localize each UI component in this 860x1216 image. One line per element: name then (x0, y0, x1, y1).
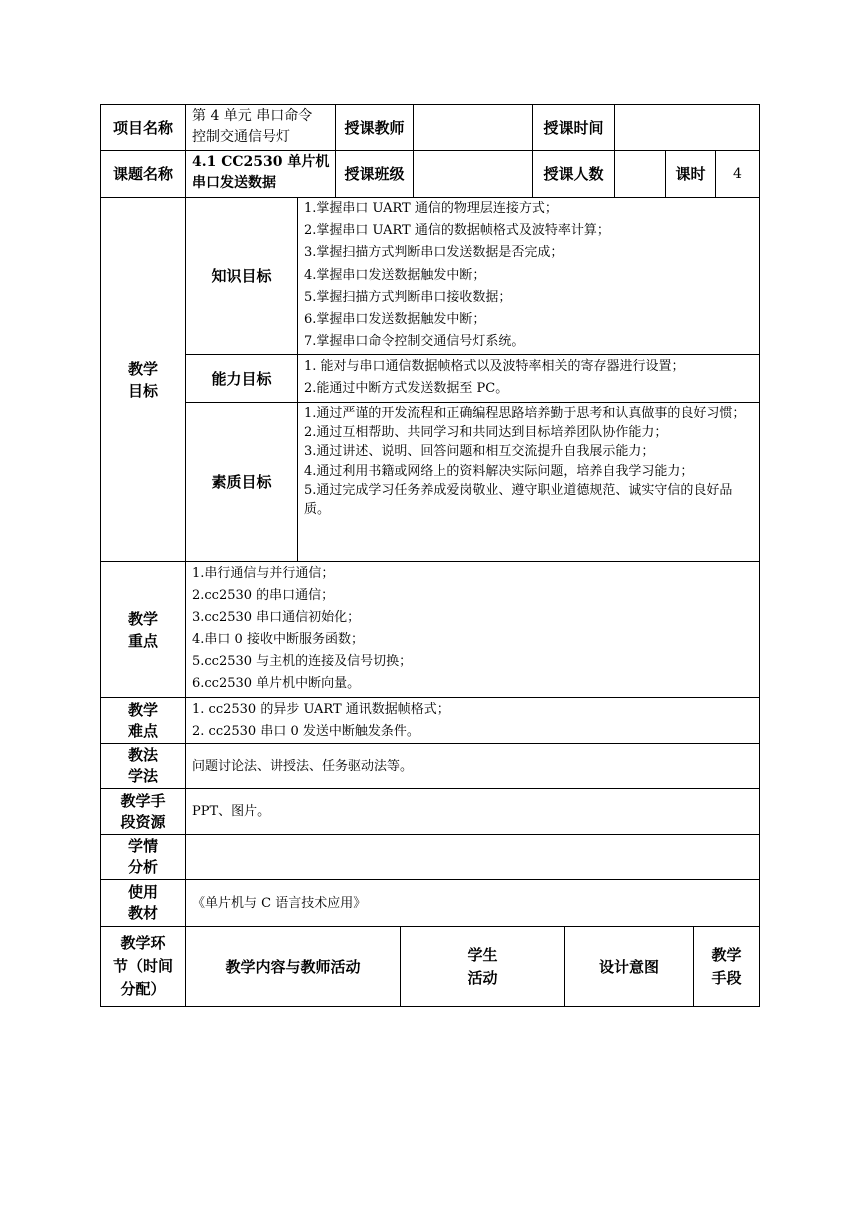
textbook-label: 使用 教材 (127, 883, 158, 922)
list-item: 3.cc2530 串口通信初始化； (192, 610, 361, 625)
key-points-list (192, 563, 758, 697)
list-item: 1. 能对与串口通信数据帧格式以及波特率相关的寄存器进行设置； (304, 359, 685, 374)
class-label: 授课班级 (344, 165, 405, 183)
project-name-value (192, 106, 334, 150)
list-item: 4.掌握串口发送数据触发中断； (304, 267, 486, 283)
resources-value: PPT、图片。 (192, 804, 271, 819)
project-value-line: 控制交通信号灯 (192, 129, 290, 145)
project-value-line: 第 4 单元 串口命令 (192, 108, 313, 124)
list-item: 2.cc2530 的串口通信； (192, 588, 335, 603)
student-analysis-label: 学情 分析 (127, 837, 158, 876)
stage-column-header: 教学环 节（时间 分配） (112, 934, 173, 998)
list-item: 1. cc2530 的异步 UART 通讯数据帧格式； (192, 702, 450, 717)
list-item: 1.串行通信与并行通信； (192, 566, 335, 581)
list-item: 2.掌握串口 UART 通信的数据帧格式及波特率计算； (304, 223, 610, 239)
student-count-label: 授课人数 (543, 165, 604, 183)
methods-label: 教法 学法 (127, 746, 158, 785)
list-item: 3.掌握扫描方式判断串口发送数据是否完成； (304, 245, 564, 261)
class-value (414, 151, 532, 197)
textbook-value: 《单片机与 C 语言技术应用》 (192, 895, 367, 911)
list-item: 5.掌握扫描方式判断串口接收数据； (304, 289, 512, 305)
knowledge-objectives-list (304, 198, 758, 354)
list-item: 4.通过利用书籍或网络上的资料解决实际问题，培养自我学习能力； (304, 463, 694, 479)
ability-objectives-list (304, 356, 758, 402)
list-item: 2. cc2530 串口 0 发送中断触发条件。 (192, 723, 420, 739)
list-item: 6.cc2530 单片机中断向量。 (192, 676, 361, 691)
difficulties-label: 教学 难点 (127, 700, 158, 740)
time-value (615, 105, 759, 150)
teaching-means-column-header: 教学 手段 (711, 945, 742, 987)
list-item: 4.串口 0 接收中断服务函数； (192, 632, 364, 647)
student-count-value (615, 151, 665, 197)
resources-label: 教学手 段资源 (120, 791, 166, 831)
topic-value-line: 4.1 CC2530 单片机 (192, 154, 330, 170)
key-points-label: 教学 重点 (127, 609, 158, 650)
methods-value: 问题讨论法、讲授法、任务驱动法等。 (192, 758, 414, 774)
ability-objectives-label: 能力目标 (211, 369, 272, 388)
time-label: 授课时间 (543, 118, 604, 137)
topic-value-line: 串口发送数据 (192, 175, 276, 191)
list-item: 1.通过严谨的开发流程和正确编程思路培养勤于思考和认真做事的良好习惯； (304, 406, 746, 421)
topic-name-label: 课题名称 (112, 165, 173, 183)
list-item: 2.通过互相帮助、共同学习和共同达到目标培养团队协作能力； (304, 425, 668, 441)
student-activity-column-header: 学生 活动 (467, 945, 498, 987)
topic-name-value (192, 152, 334, 197)
list-item: 7.掌握串口命令控制交通信号灯系统。 (304, 334, 525, 350)
list-item: 1.掌握串口 UART 通信的物理层连接方式； (304, 201, 558, 216)
difficulties-list (192, 699, 758, 743)
quality-objectives-list (304, 404, 748, 561)
knowledge-objectives-label: 知识目标 (211, 267, 272, 285)
list-item: 5.cc2530 与主机的连接及信号切换； (192, 654, 413, 669)
quality-objectives-label: 素质目标 (211, 473, 272, 491)
project-name-label: 项目名称 (112, 118, 173, 137)
list-item: 2.能通过中断方式发送数据至 PC。 (304, 381, 509, 396)
design-intent-column-header: 设计意图 (598, 957, 659, 976)
student-analysis-value (192, 835, 758, 879)
class-hours-value: 4 (733, 165, 742, 182)
teacher-value (414, 105, 532, 150)
teaching-objectives-label: 教学 目标 (127, 359, 158, 400)
content-column-header: 教学内容与教师活动 (225, 957, 361, 976)
list-item: 3.通过讲述、说明、回答问题和相互交流提升自我展示能力； (304, 444, 655, 460)
teacher-label: 授课教师 (344, 118, 405, 137)
class-hours-label: 课时 (675, 165, 706, 183)
list-item: 6.掌握串口发送数据触发中断； (304, 312, 486, 328)
list-item: 5.通过完成学习任务养成爱岗敬业、遵守职业道德规范、诚实守信的良好品质。 (304, 482, 733, 518)
